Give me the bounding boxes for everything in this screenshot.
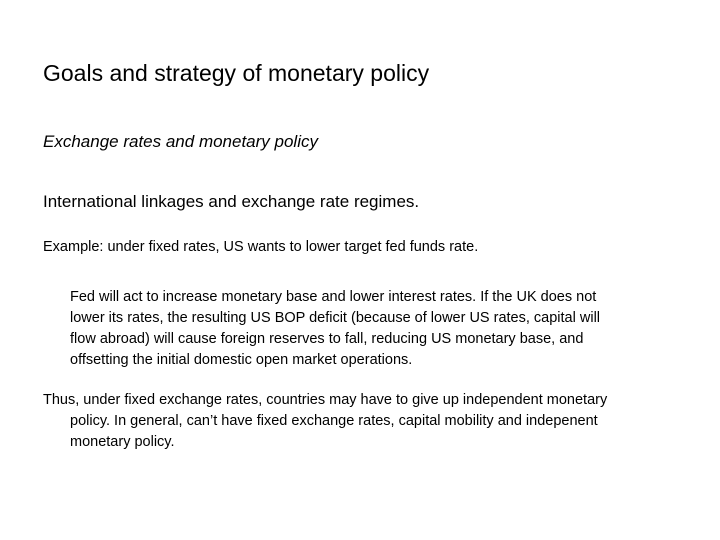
slide-subtitle: Exchange rates and monetary policy	[43, 132, 318, 151]
detail-line: offsetting the initial domestic open market operations.	[70, 352, 413, 368]
slide-title: Goals and strategy of monetary policy	[43, 60, 430, 86]
conclusion-line: monetary policy.	[70, 434, 175, 450]
conclusion-paragraph	[43, 390, 703, 453]
section-heading: International linkages and exchange rate regimes.	[43, 192, 420, 211]
example-text: Example: under fixed rates, US wants to lower target fed funds rate.	[43, 239, 479, 255]
conclusion-line: Thus, under fixed exchange rates, countries may have to give up independent monetary	[43, 392, 608, 408]
detail-line: lower its rates, the resulting US BOP deficit (because of lower US rates, capital will	[70, 310, 601, 326]
conclusion-line: policy. In general, can’t have fixed exchange rates, capital mobility and indepenent	[70, 413, 598, 429]
detail-line: Fed will act to increase monetary base and lower interest rates. If the UK does not	[70, 289, 597, 305]
detail-paragraph	[70, 287, 670, 371]
detail-line: flow abroad) will cause foreign reserves to fall, reducing US monetary base, and	[70, 331, 584, 347]
